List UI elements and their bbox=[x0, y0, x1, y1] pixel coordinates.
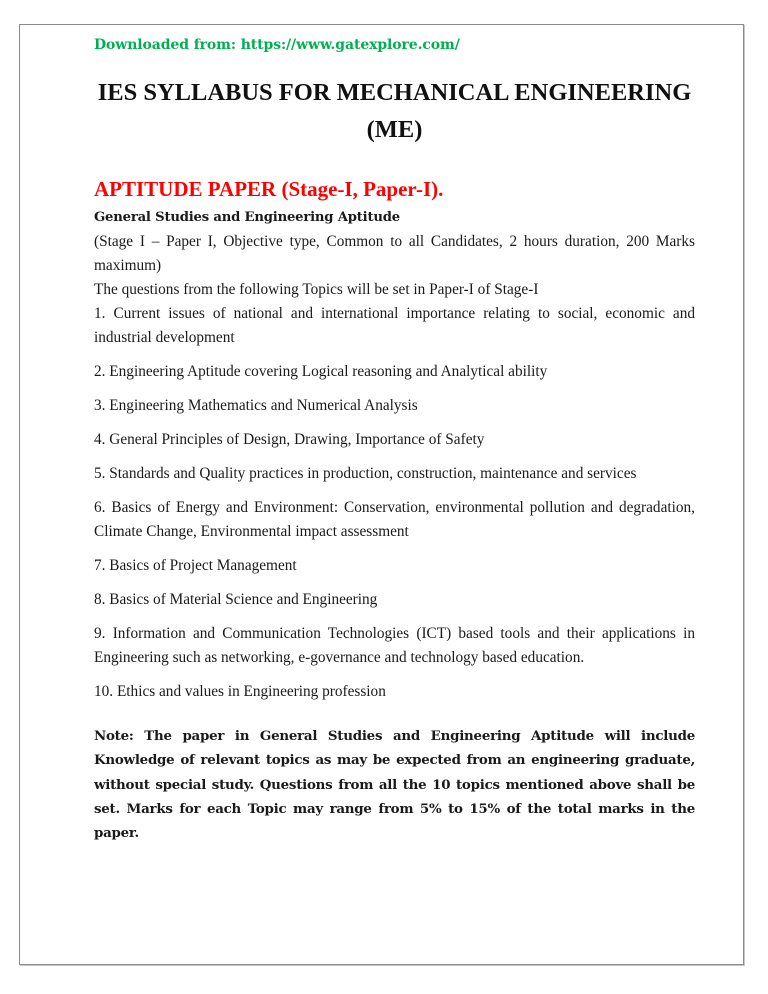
topic-item: 3. Engineering Mathematics and Numerical Analysis bbox=[94, 397, 418, 414]
topic-item: 5. Standards and Quality practices in production, construction, maintenance and services bbox=[94, 465, 637, 482]
title-line-2: (ME) bbox=[366, 116, 423, 143]
source-link[interactable]: Downloaded from: https://www.gatexplore.com/ bbox=[94, 37, 460, 53]
topic-item: 2. Engineering Aptitude covering Logical reasoning and Analytical ability bbox=[94, 363, 548, 380]
subheading: General Studies and Engineering Aptitude bbox=[94, 210, 400, 225]
intro-text: The questions from the following Topics will be set in Paper-I of Stage-I bbox=[94, 281, 539, 298]
topic-item: 8. Basics of Material Science and Engineering bbox=[94, 591, 378, 608]
note-paragraph: Note: The paper in General Studies and Engineering Aptitude will include Knowledge of relevant topics as may be expected from an engineering graduate, without special study. Questions from all the 10 topics mentioned above shall be set. Marks for each Topic may range from 5% to 15% of the total marks in the paper. bbox=[94, 728, 695, 842]
topic-item: 6. Basics of Energy and Environment: Conservation, environmental pollution and degradation, Climate Change, Environmental impact assessment bbox=[94, 499, 695, 540]
paper-details: (Stage I – Paper I, Objective type, Common to all Candidates, 2 hours duration, 200 Marks maximum) bbox=[94, 233, 695, 274]
document-title bbox=[94, 74, 695, 148]
topic-item: 4. General Principles of Design, Drawing, Importance of Safety bbox=[94, 431, 485, 448]
topic-item: 10. Ethics and values in Engineering profession bbox=[94, 683, 386, 700]
topic-item: 7. Basics of Project Management bbox=[94, 557, 297, 574]
document-page bbox=[19, 24, 744, 965]
topic-item: 1. Current issues of national and international importance relating to social, economic and industrial development bbox=[94, 305, 695, 346]
page-content bbox=[94, 35, 695, 845]
topic-list bbox=[94, 302, 695, 704]
title-line-1: IES SYLLABUS FOR MECHANICAL ENGINEERING bbox=[97, 79, 692, 106]
topic-item: 9. Information and Communication Technologies (ICT) based tools and their applications in Engineering such as networking, e-governance and technology based education. bbox=[94, 625, 695, 666]
section-heading: APTITUDE PAPER (Stage-I, Paper-I). bbox=[94, 177, 444, 201]
